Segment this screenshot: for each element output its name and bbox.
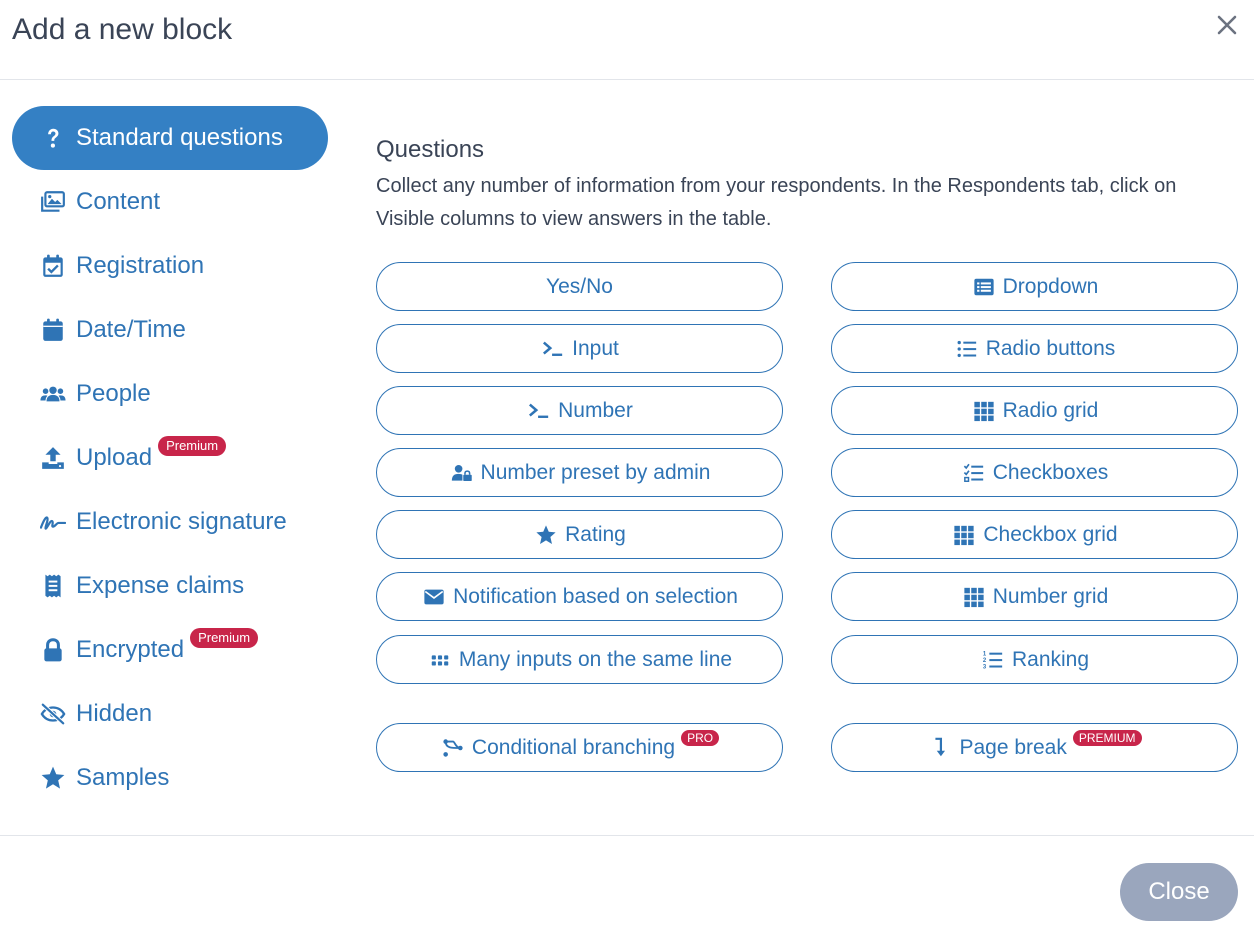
star-icon [533,523,559,547]
radio-buttons-button[interactable] [831,324,1238,373]
signature-icon [38,507,68,537]
list-alt-icon [971,275,997,299]
users-icon [38,379,68,409]
yes-no-button[interactable] [376,262,783,311]
branch-icon [440,736,466,760]
sidebar-item-label: Expense claims [76,572,245,599]
upload-icon [38,443,68,473]
button-label: Yes/No [546,274,613,298]
eye-slash-icon [38,699,68,729]
question-icon [38,123,68,153]
button-label: Rating [565,522,626,546]
sidebar-item-label: Content [76,188,161,215]
sidebar-item-label: Samples [76,764,170,791]
images-icon [38,187,68,217]
sidebar-item-label: Registration [76,252,205,279]
rating-button[interactable] [376,510,783,559]
grid-icon [961,585,987,609]
list-ol-icon [980,648,1006,672]
sidebar-item-electronic-signature[interactable] [12,490,328,554]
button-label: Page break [959,735,1067,759]
dialog-header [0,0,1254,80]
button-label: Number [558,398,633,422]
list-check-icon [961,461,987,485]
radio-grid-button[interactable] [831,386,1238,435]
calendar-icon [38,315,68,345]
button-label: Ranking [1011,647,1090,671]
button-label: Radio buttons [985,336,1116,360]
dots-grid-icon [427,648,453,672]
dialog-footer [0,835,1254,936]
sidebar-item-label: Standard questions [76,124,283,151]
input-button[interactable] [376,324,783,373]
button-label: Many inputs on the same line [458,647,733,671]
close-icon[interactable] [1210,8,1244,42]
number-grid-button[interactable] [831,572,1238,621]
sidebar-item-registration[interactable] [12,234,328,298]
sidebar-item-date-time[interactable] [12,298,328,362]
button-label: Number grid [992,584,1109,608]
button-label: Number preset by admin [480,460,711,484]
button-label: Input [572,336,619,360]
sidebar [12,106,328,810]
button-label: Dropdown [1002,274,1099,298]
terminal-icon [526,399,552,423]
svg-text:3: 3 [982,663,987,670]
list-icon [954,337,980,361]
sidebar-item-content[interactable] [12,170,328,234]
receipt-icon [38,571,68,601]
svg-text:1: 1 [982,650,987,657]
pro-badge: PRO [681,730,719,746]
checkbox-grid-button[interactable] [831,510,1238,559]
premium-badge: Premium [158,436,226,456]
calendar-check-icon [38,251,68,281]
envelope-icon [421,585,447,609]
arrow-down-icon [927,736,953,760]
notification-based-on-selection-button[interactable] [376,572,783,621]
star-icon [38,763,68,793]
dropdown-button[interactable] [831,262,1238,311]
dialog-title: Add a new block [12,13,233,46]
main-panel [376,130,1238,759]
section-heading: Questions [376,136,485,163]
sidebar-item-expense-claims[interactable] [12,554,328,618]
button-label: Checkbox grid [983,522,1118,546]
button-label: Conditional branching [471,735,676,759]
button-label: Checkboxes [992,460,1109,484]
conditional-branching-button[interactable] [376,723,783,772]
user-lock-icon [449,461,475,485]
grid-icon [971,399,997,423]
lock-icon [38,635,68,665]
many-inputs-same-line-button[interactable] [376,635,783,684]
button-label: Radio grid [1002,398,1099,422]
number-button[interactable] [376,386,783,435]
section-description: Collect any number of information from your respondents. In the Respondents tab, click on Visible columns to view answers in the table. [376,175,1177,230]
sidebar-item-label: Date/Time [76,316,186,343]
page-break-button[interactable] [831,723,1238,772]
sidebar-item-people[interactable] [12,362,328,426]
grid-icon [951,523,977,547]
sidebar-item-label: People [76,380,151,407]
button-label: Notification based on selection [453,584,738,608]
premium-badge: Premium [190,628,258,648]
sidebar-item-label: Upload [76,444,153,471]
checkboxes-button[interactable] [831,448,1238,497]
sidebar-item-standard-questions[interactable] [12,106,328,170]
sidebar-item-label: Electronic signature [76,508,287,535]
sidebar-item-upload[interactable] [12,426,328,490]
premium-badge: PREMIUM [1073,730,1142,746]
sidebar-item-hidden[interactable] [12,682,328,746]
svg-text:2: 2 [982,657,987,664]
sidebar-item-encrypted[interactable] [12,618,328,682]
number-preset-by-admin-button[interactable] [376,448,783,497]
terminal-icon [540,337,566,361]
sidebar-item-label: Encrypted [76,636,185,663]
sidebar-item-samples[interactable] [12,746,328,810]
sidebar-item-label: Hidden [76,700,153,727]
ranking-button[interactable] [831,635,1238,684]
close-button[interactable]: Close [1120,863,1238,921]
